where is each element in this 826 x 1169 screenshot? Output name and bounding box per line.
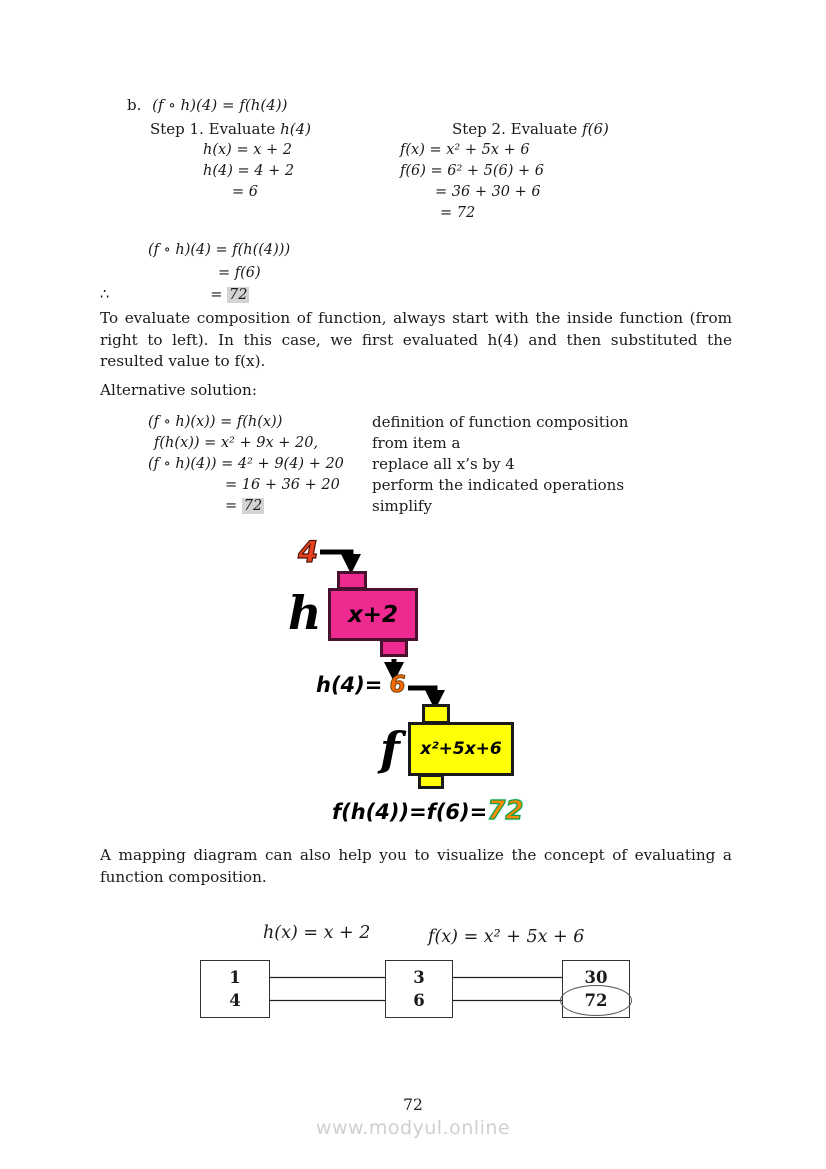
function-machine-diagram bbox=[280, 535, 540, 838]
explanation-paragraph: To evaluate composition of function, always start with the inside function (from right to left). In this case, we first evaluated h(4) and then substituted the resulted value to f(x). bbox=[100, 309, 732, 370]
conclusion-block bbox=[100, 239, 290, 307]
step1-title-text: Step 1. Evaluate bbox=[150, 120, 276, 138]
alt-note-2: from item a bbox=[372, 434, 461, 452]
step2-line1: f(x) = x² + 5x + 6 bbox=[400, 142, 530, 158]
h-result-text bbox=[316, 672, 406, 698]
conclusion-line1: (f ∘ h)(4) = f(h((4))) bbox=[148, 242, 291, 258]
step2-block bbox=[400, 118, 609, 224]
mapping-h-header: h(x) = x + 2 bbox=[263, 923, 371, 943]
mapping-paragraph: A mapping diagram can also help you to visualize the concept of evaluating a function composition. bbox=[100, 846, 732, 886]
step1-title-math: h(4) bbox=[280, 120, 312, 138]
step2-line4: = 72 bbox=[440, 205, 476, 221]
item-b-formula: (f ∘ h)(4) = f(h(4)) bbox=[152, 96, 288, 114]
alt-eq-2: f(h(x)) = x² + 9x + 20, bbox=[154, 435, 319, 451]
step1-block bbox=[150, 118, 311, 203]
h-machine-box bbox=[328, 588, 418, 641]
h-machine-bottom-tab bbox=[380, 639, 408, 657]
h-result-value: 6 bbox=[389, 672, 406, 698]
alt-eq-5 bbox=[148, 496, 372, 517]
step2-title-math: f(6) bbox=[582, 120, 609, 138]
f-machine-rule: x²+5x+6 bbox=[420, 739, 502, 759]
alt-eq-1: (f ∘ h)(x)) = f(h(x)) bbox=[148, 414, 283, 430]
conclusion-line2: = f(6) bbox=[218, 264, 261, 281]
alt-eq-3: (f ∘ h)(4)) = 4² + 9(4) + 20 bbox=[148, 456, 344, 472]
item-b-heading bbox=[127, 96, 287, 114]
step2-line3: = 36 + 30 + 6 bbox=[435, 184, 541, 200]
step1-title bbox=[150, 118, 311, 140]
alt-note-5: simplify bbox=[372, 497, 432, 515]
mapping-value: 30 bbox=[584, 968, 608, 987]
alt-row-2 bbox=[148, 433, 628, 454]
f-machine-top-tab bbox=[422, 704, 450, 724]
f-machine-bottom-tab bbox=[418, 774, 444, 789]
h-machine-label: h bbox=[288, 586, 322, 640]
step1-line3: = 6 bbox=[232, 184, 258, 200]
therefore-symbol: ∴ bbox=[100, 287, 110, 303]
watermark: www.modyul.online bbox=[315, 1117, 511, 1139]
alt-note-3: replace all x’s by 4 bbox=[372, 455, 515, 473]
alt-row-5 bbox=[148, 496, 628, 517]
machine-final-text bbox=[332, 796, 523, 826]
machine-input-value: 4 bbox=[298, 535, 319, 569]
f-machine-label: f bbox=[380, 722, 400, 776]
alt-note-1: definition of function composition bbox=[372, 413, 629, 431]
step2-title bbox=[452, 118, 609, 140]
alt-note-4: perform the indicated operations bbox=[372, 476, 625, 494]
arrow-input-to-h bbox=[320, 552, 351, 564]
item-b-label: b. bbox=[127, 96, 142, 114]
alternative-table bbox=[148, 412, 628, 517]
arrow-result-to-f bbox=[408, 688, 435, 700]
f-machine-box bbox=[408, 722, 514, 776]
mapping-value: 4 bbox=[229, 991, 241, 1010]
mapping-value: 1 bbox=[229, 968, 241, 987]
mapping-f-header: f(x) = x² + 5x + 6 bbox=[428, 927, 585, 947]
mapping-value: 3 bbox=[413, 968, 425, 987]
step1-line2: h(4) = 4 + 2 bbox=[203, 163, 295, 179]
alt-eq-5-result: 72 bbox=[243, 498, 263, 514]
step2-title-text: Step 2. Evaluate bbox=[452, 120, 578, 138]
mapping-value: 6 bbox=[413, 991, 425, 1010]
alternative-heading: Alternative solution: bbox=[100, 381, 257, 399]
conclusion-line3 bbox=[100, 284, 290, 307]
machine-final-label: f(h(4))=f(6)= bbox=[332, 800, 488, 824]
h-result-label: h(4)= bbox=[316, 673, 390, 697]
mapping-value: 72 bbox=[584, 991, 608, 1010]
alt-row-3 bbox=[148, 454, 628, 475]
mapping-diagram bbox=[100, 918, 660, 1033]
mapping-middle-box bbox=[385, 960, 453, 1018]
conclusion-eq-prefix: = bbox=[210, 287, 227, 303]
alt-row-4 bbox=[148, 475, 628, 496]
page-number: 72 bbox=[403, 1096, 423, 1114]
alt-eq-5-prefix: = bbox=[225, 498, 242, 514]
step2-line2: f(6) = 6² + 5(6) + 6 bbox=[400, 163, 545, 179]
machine-final-value: 72 bbox=[487, 796, 524, 826]
alt-row-1 bbox=[148, 412, 628, 433]
mapping-input-box bbox=[200, 960, 270, 1018]
alt-eq-4: = 16 + 36 + 20 bbox=[225, 477, 340, 493]
conclusion-result: 72 bbox=[229, 287, 248, 303]
h-machine-rule: x+2 bbox=[347, 601, 399, 628]
step1-line1: h(x) = x + 2 bbox=[203, 142, 292, 158]
